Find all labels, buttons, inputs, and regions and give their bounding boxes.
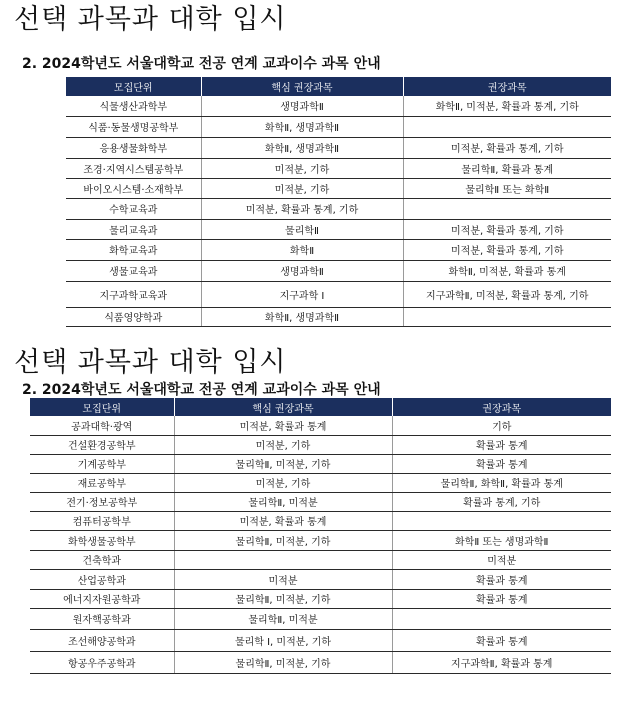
column-header: 권장과목 bbox=[403, 77, 611, 96]
table-row bbox=[30, 492, 611, 511]
unit-cell: 생물교육과 bbox=[66, 260, 201, 281]
table-row bbox=[30, 550, 611, 569]
table-row bbox=[30, 473, 611, 492]
table-row bbox=[30, 435, 611, 454]
column-header: 핵심 권장과목 bbox=[201, 77, 403, 96]
table-row bbox=[66, 137, 611, 158]
unit-cell: 산업공학과 bbox=[30, 569, 174, 589]
unit-cell: 재료공학부 bbox=[30, 473, 174, 492]
core-subject-cell: 미적분, 기하 bbox=[174, 435, 392, 454]
table-row bbox=[30, 416, 611, 435]
core-subject-cell: 지구과학 Ⅰ bbox=[201, 281, 403, 307]
core-subject-cell: 물리학Ⅱ, 미적분 bbox=[174, 492, 392, 511]
unit-cell: 화학교육과 bbox=[66, 239, 201, 260]
unit-cell: 식물생산과학부 bbox=[66, 96, 201, 116]
recommended-subject-cell: 물리학Ⅱ, 확률과 통계 bbox=[403, 158, 611, 178]
unit-cell: 화학생물공학부 bbox=[30, 530, 174, 550]
unit-cell: 원자핵공학과 bbox=[30, 608, 174, 629]
course-table-1 bbox=[66, 77, 611, 327]
recommended-subject-cell: 확률과 통계, 기하 bbox=[392, 492, 611, 511]
core-subject-cell: 물리학Ⅱ, 미적분, 기하 bbox=[174, 651, 392, 673]
recommended-subject-cell: 확률과 통계 bbox=[392, 435, 611, 454]
recommended-subject-cell: 물리학Ⅱ, 화학Ⅱ, 확률과 통계 bbox=[392, 473, 611, 492]
unit-cell: 조선해양공학과 bbox=[30, 629, 174, 651]
recommended-subject-cell bbox=[403, 307, 611, 326]
core-subject-cell: 미적분 bbox=[174, 569, 392, 589]
recommended-subject-cell: 미적분, 확률과 통계, 기하 bbox=[403, 219, 611, 239]
recommended-subject-cell: 기하 bbox=[392, 416, 611, 435]
unit-cell: 건축학과 bbox=[30, 550, 174, 569]
core-subject-cell: 화학Ⅱ, 생명과학Ⅱ bbox=[201, 307, 403, 326]
core-subject-cell: 미적분, 기하 bbox=[201, 178, 403, 198]
unit-cell: 식품영양학과 bbox=[66, 307, 201, 326]
table-row bbox=[30, 589, 611, 608]
recommended-subject-cell: 화학Ⅱ 또는 생명과학Ⅱ bbox=[392, 530, 611, 550]
core-subject-cell: 미적분, 확률과 통계, 기하 bbox=[201, 198, 403, 219]
unit-cell: 전기·정보공학부 bbox=[30, 492, 174, 511]
table-row bbox=[66, 260, 611, 281]
unit-cell: 지구과학교육과 bbox=[66, 281, 201, 307]
unit-cell: 컴퓨터공학부 bbox=[30, 511, 174, 530]
page-title-1: 선택 과목과 대학 입시 bbox=[14, 4, 287, 35]
core-subject-cell: 화학Ⅱ, 생명과학Ⅱ bbox=[201, 137, 403, 158]
table-row bbox=[66, 307, 611, 326]
table-row bbox=[30, 629, 611, 651]
unit-cell: 응용생물화학부 bbox=[66, 137, 201, 158]
recommended-subject-cell: 미적분, 확률과 통계, 기하 bbox=[403, 137, 611, 158]
recommended-subject-cell bbox=[392, 608, 611, 629]
core-subject-cell: 미적분, 기하 bbox=[174, 473, 392, 492]
core-subject-cell: 물리학Ⅱ, 미적분 bbox=[174, 608, 392, 629]
core-subject-cell: 미적분, 확률과 통계 bbox=[174, 511, 392, 530]
table-row bbox=[66, 219, 611, 239]
recommended-subject-cell: 화학Ⅱ, 미적분, 확률과 통계, 기하 bbox=[403, 96, 611, 116]
core-subject-cell: 생명과학Ⅱ bbox=[201, 96, 403, 116]
core-subject-cell: 미적분, 확률과 통계 bbox=[174, 416, 392, 435]
recommended-subject-cell: 화학Ⅱ, 미적분, 확률과 통계 bbox=[403, 260, 611, 281]
section-subtitle-1: 2. 2024학년도 서울대학교 전공 연계 교과이수 과목 안내 bbox=[22, 56, 381, 72]
unit-cell: 기계공학부 bbox=[30, 454, 174, 473]
table-row bbox=[66, 281, 611, 307]
table-row bbox=[66, 116, 611, 137]
unit-cell: 물리교육과 bbox=[66, 219, 201, 239]
core-subject-cell: 화학Ⅱ, 생명과학Ⅱ bbox=[201, 116, 403, 137]
unit-cell: 에너지자원공학과 bbox=[30, 589, 174, 608]
table-row bbox=[30, 511, 611, 530]
unit-cell: 식품·동물생명공학부 bbox=[66, 116, 201, 137]
table-row bbox=[66, 96, 611, 116]
unit-cell: 건설환경공학부 bbox=[30, 435, 174, 454]
recommended-subject-cell: 지구과학Ⅱ, 미적분, 확률과 통계, 기하 bbox=[403, 281, 611, 307]
table-row bbox=[30, 454, 611, 473]
unit-cell: 수학교육과 bbox=[66, 198, 201, 219]
core-subject-cell: 물리학 Ⅰ, 미적분, 기하 bbox=[174, 629, 392, 651]
recommended-subject-cell: 확률과 통계 bbox=[392, 569, 611, 589]
core-subject-cell: 생명과학Ⅱ bbox=[201, 260, 403, 281]
recommended-subject-cell: 확률과 통계 bbox=[392, 589, 611, 608]
table-row bbox=[30, 530, 611, 550]
core-subject-cell: 물리학Ⅱ, 미적분, 기하 bbox=[174, 454, 392, 473]
table-row bbox=[66, 158, 611, 178]
core-subject-cell: 물리학Ⅱ bbox=[201, 219, 403, 239]
recommended-subject-cell bbox=[392, 511, 611, 530]
table-row bbox=[30, 608, 611, 629]
core-subject-cell: 화학Ⅱ bbox=[201, 239, 403, 260]
recommended-subject-cell: 확률과 통계 bbox=[392, 629, 611, 651]
core-subject-cell: 물리학Ⅱ, 미적분, 기하 bbox=[174, 530, 392, 550]
table-row bbox=[66, 239, 611, 260]
column-header: 모집단위 bbox=[66, 77, 201, 96]
core-subject-cell: 미적분, 기하 bbox=[201, 158, 403, 178]
unit-cell: 항공우주공학과 bbox=[30, 651, 174, 673]
recommended-subject-cell: 확률과 통계 bbox=[392, 454, 611, 473]
column-header: 권장과목 bbox=[392, 398, 611, 416]
unit-cell: 바이오시스템·소재학부 bbox=[66, 178, 201, 198]
column-header: 핵심 권장과목 bbox=[174, 398, 392, 416]
recommended-subject-cell: 지구과학Ⅱ, 확률과 통계 bbox=[392, 651, 611, 673]
unit-cell: 조경·지역시스템공학부 bbox=[66, 158, 201, 178]
recommended-subject-cell bbox=[403, 198, 611, 219]
recommended-subject-cell bbox=[403, 116, 611, 137]
core-subject-cell bbox=[174, 550, 392, 569]
table-row bbox=[66, 198, 611, 219]
table-row bbox=[30, 569, 611, 589]
table-row bbox=[66, 178, 611, 198]
column-header: 모집단위 bbox=[30, 398, 174, 416]
core-subject-cell: 물리학Ⅱ, 미적분, 기하 bbox=[174, 589, 392, 608]
course-table-2 bbox=[30, 398, 611, 674]
section-subtitle-2: 2. 2024학년도 서울대학교 전공 연계 교과이수 과목 안내 bbox=[22, 382, 381, 398]
table-row bbox=[30, 651, 611, 673]
page-title-2: 선택 과목과 대학 입시 bbox=[14, 347, 287, 378]
recommended-subject-cell: 물리학Ⅱ 또는 화학Ⅱ bbox=[403, 178, 611, 198]
recommended-subject-cell: 미적분, 확률과 통계, 기하 bbox=[403, 239, 611, 260]
unit-cell: 공과대학·광역 bbox=[30, 416, 174, 435]
recommended-subject-cell: 미적분 bbox=[392, 550, 611, 569]
